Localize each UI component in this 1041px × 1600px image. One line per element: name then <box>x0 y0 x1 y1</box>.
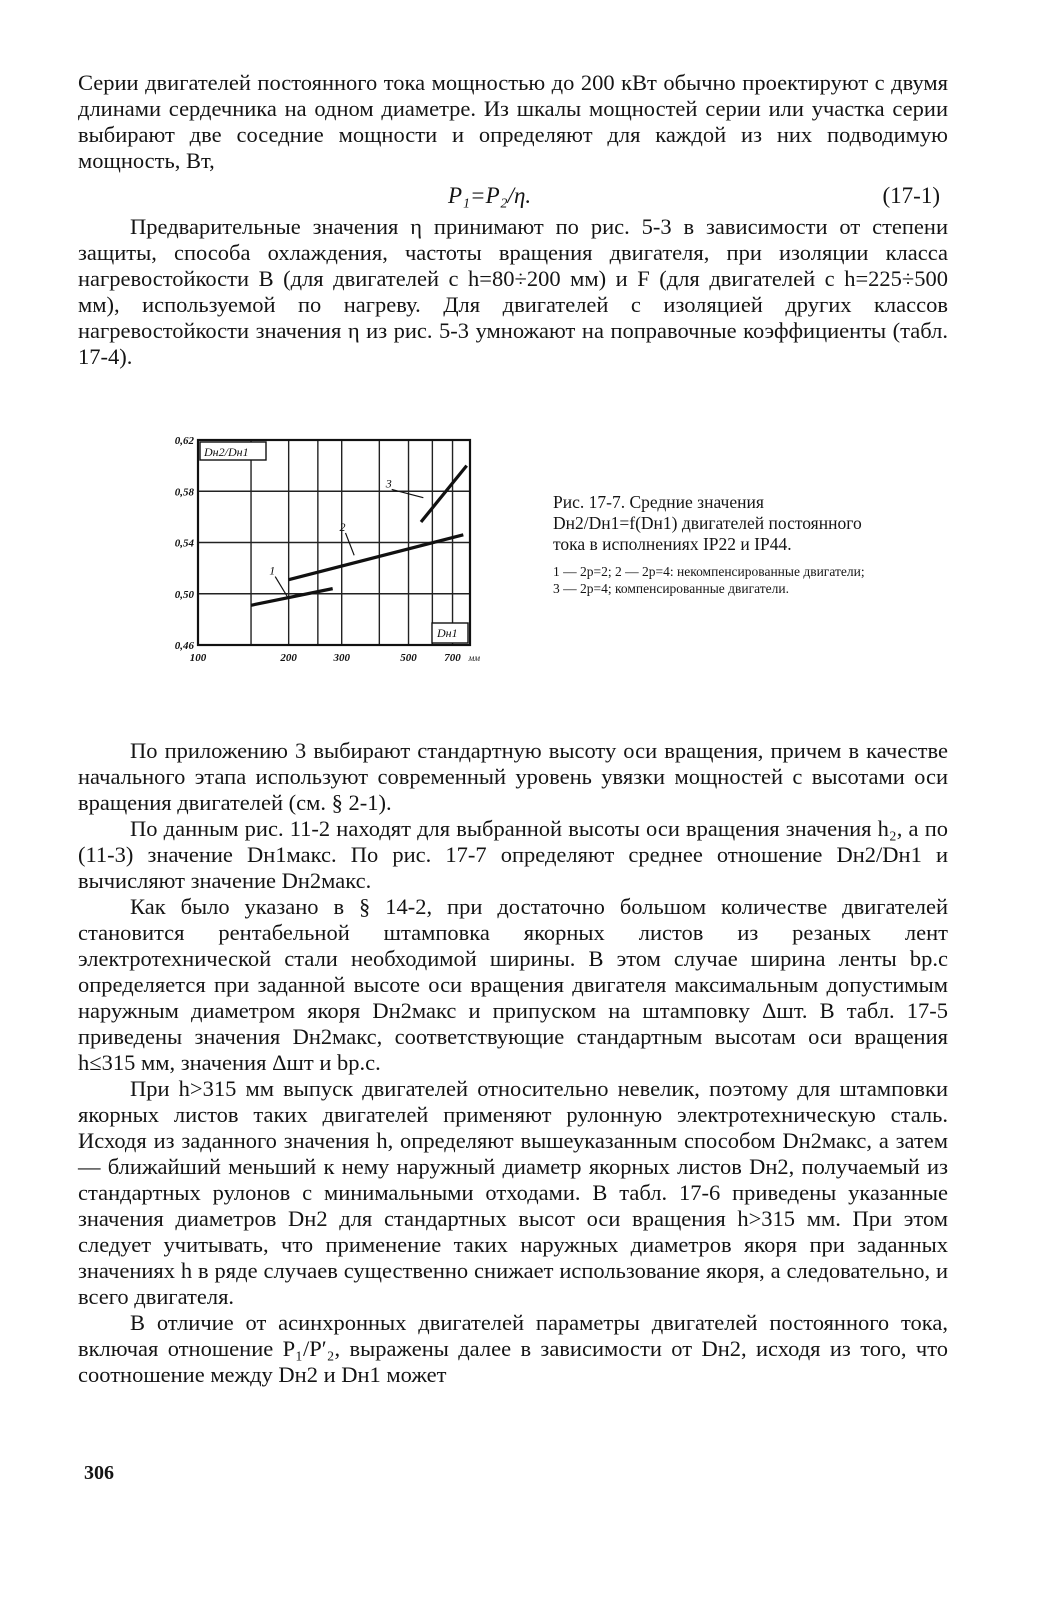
series-label-2: 2 <box>339 519 346 534</box>
paragraph-3: По приложению 3 выбирают стандартную высоту оси вращения, причем в качестве начального этапа используют современный уровень увязки мощностей с высотами оси вращения двигателей (см. § 2-1). <box>78 738 948 815</box>
equation-number: (17-1) <box>882 183 940 208</box>
figure-17-7 <box>78 430 948 690</box>
chart-dn2-dn1 <box>158 430 481 680</box>
x-tick-label: 100 <box>189 652 207 664</box>
leader-line-2 <box>346 533 355 555</box>
equation-17-1 <box>78 180 948 212</box>
x-unit-label: мм <box>468 653 481 663</box>
y-axis-label: Dн2/Dн1 <box>204 445 249 459</box>
series-label-3: 3 <box>385 476 392 491</box>
series-line-3 <box>421 466 467 522</box>
y-tick-label: 0,54 <box>174 537 194 550</box>
paragraph-5: Как было указано в § 14-2, при достаточно большом количестве двигателей становится рентабельной штамповка якорных листов из резаных лент электротехнической стали необходимой ширины. В этом случае ширина ленты bр.с определяется при заданной высоте оси вращения двигателя максимальным допустимым наружным диаметром якоря Dн2макс и припуском на штамповку Δшт. В табл. 17-5 приведены значения Dн2макс, соответствующие стандартным высотам оси вращения h≤315 мм, значения Δшт и bр.с. <box>78 894 948 1075</box>
paragraph-2: Предварительные значения η принимают по рис. 5-3 в зависимости от степени защиты, способа охлаждения, частоты вращения двигателя, при изоляции класса нагревостойкости B (для двигателей с h=80÷200 мм) и F (для двигателей с h=225÷500 мм), используемой по нагреву. Для двигателей с изоляцией других классов нагревостойкости значения η из рис. 5-3 умножают на поправочные коэффициенты (табл. 17-4). <box>78 214 948 369</box>
figure-caption <box>553 492 868 597</box>
x-tick-label: 500 <box>400 652 417 664</box>
series-line-1 <box>251 589 333 606</box>
x-axis-label: Dн1 <box>437 626 458 640</box>
y-tick-label: 0,50 <box>174 588 194 601</box>
y-tick-label: 0,46 <box>174 640 194 652</box>
chart-series <box>251 466 467 606</box>
x-tick-label: 700 <box>444 652 461 664</box>
y-tick-label: 0,62 <box>174 435 194 447</box>
paragraph-7: В отличие от асинхронных двигателей параметры двигателей постоянного тока, включая отношение P₁/P′₂, выражены далее в зависимости от Dн2, исходя из того, что соотношение между Dн2 и Dн1 может <box>78 1310 948 1387</box>
page-content <box>78 70 948 1388</box>
caption-note: 1 — 2p=2; 2 — 2p=4: некомпенсированные двигатели; 3 — 2p=4; компенсированные двигатели. <box>553 564 865 596</box>
page-number: 306 <box>84 1462 114 1484</box>
x-tick-labels <box>190 652 481 664</box>
paragraph-6: При h>315 мм выпуск двигателей относительно невелик, поэтому для штамповки якорных листов таких двигателей применяют рулонную электротехническую сталь. Исходя из заданного значения h, определяют вышеуказанным способом Dн2макс, а затем — ближайший меньший к нему наружный диаметр якорных листов Dн2, получаемый из стандартных рулонов с минимальными отходами. В табл. 17-6 приведены указанные значения диаметров Dн2 для стандартных высот оси вращения h>315 мм. При этом следует учитывать, что применение таких наружных диаметров якоря при заданных значениях h в ряде случаев существенно снижает использование якоря, а следовательно, и всего двигателя. <box>78 1076 948 1309</box>
paragraph-1: Серии двигателей постоянного тока мощностью до 200 кВт обычно проектируют с двумя длинами сердечника на одном диаметре. Из шкалы мощностей серии или участка серии выбирают две соседние мощности и определяют для каждой из них подводимую мощность, Вт, <box>78 70 948 173</box>
series-label-1: 1 <box>269 563 276 578</box>
series-line-2 <box>289 535 464 580</box>
leader-line-1 <box>275 577 288 599</box>
x-tick-label: 300 <box>333 652 350 664</box>
paragraph-4: По данным рис. 11-2 находят для выбранной высоты оси вращения значения h₂, а по (11-3) значение Dн1макс. По рис. 17-7 определяют среднее отношение Dн2/Dн1 и вычисляют значение Dн2макс. <box>78 816 948 893</box>
y-tick-labels <box>175 435 195 652</box>
y-tick-label: 0,58 <box>174 486 194 499</box>
formula: P₁=P₂/η. <box>448 183 532 208</box>
caption-title: Рис. 17-7. Средние значения Dн2/Dн1=f(Dн1) двигателей постоянного тока в исполнениях IP22 и IP44. <box>553 492 862 554</box>
x-tick-label: 200 <box>280 652 297 664</box>
